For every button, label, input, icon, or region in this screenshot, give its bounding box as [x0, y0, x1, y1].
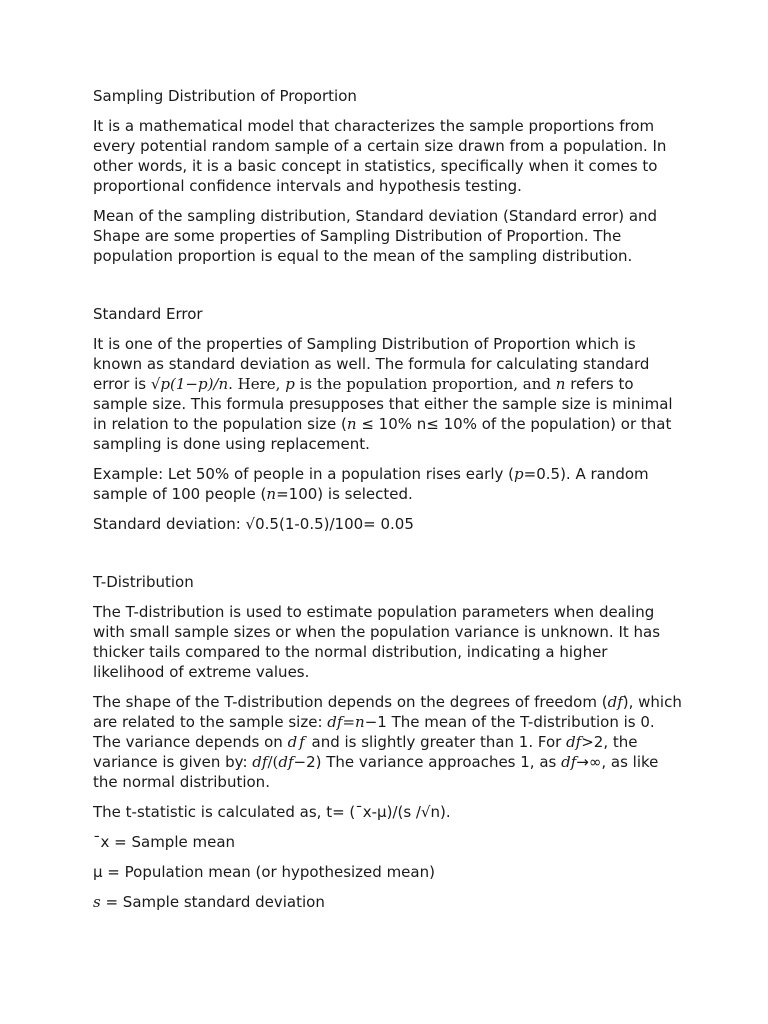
paragraph-example	[93, 464, 683, 504]
formula-standard-error: √p(1−p)/n	[150, 375, 229, 393]
math-symbol-df: df	[561, 753, 577, 771]
paragraph-t-statistic: The t-statistic is calculated as, t= (ˉx-μ)/(s /√n).	[93, 803, 451, 821]
text-run: ≤ 10% n≤ 10% of the population) or that sampling is done using replacement.	[93, 415, 672, 453]
definition-sample-sd	[93, 892, 683, 912]
math-symbol-p: p	[285, 375, 295, 393]
paragraph-properties: Mean of the sampling distribution, Standard deviation (Standard error) and Shape are some properties of Sampling Distribution of Proportion. The population proportion is equal to the mean of the sampling distribution.	[93, 207, 658, 265]
text-run: It is one of the properties of Sampling Distribution of Proportion which is known as standard deviation as well. The formula for calculating standard error is	[93, 335, 650, 393]
math-symbol-df: df	[607, 693, 623, 711]
math-symbol-df: df	[252, 753, 268, 771]
text-run: and is slightly greater than 1. For	[306, 733, 567, 751]
text-run: −1 The mean of the T-distribution is 0. The variance depends on	[93, 713, 655, 751]
document-body	[93, 86, 683, 922]
paragraph-definition: It is a mathematical model that characterizes the sample proportions from every potential random sample of a certain size drawn from a population. In other words, it is a basic concept in statistics, specifically when it comes to proportional confidence intervals and hypothesis testing.	[93, 117, 667, 195]
heading-sampling-distribution: Sampling Distribution of Proportion	[93, 87, 357, 105]
heading-standard-error: Standard Error	[93, 305, 203, 323]
text-run: is the population proportion, and	[294, 375, 556, 393]
section-gap	[93, 276, 683, 304]
text-run: = Sample standard deviation	[100, 893, 325, 911]
section-gap	[93, 544, 683, 572]
text-run: /(	[267, 753, 279, 771]
math-symbol-p: p	[514, 465, 524, 483]
math-symbol-n: n	[346, 415, 357, 433]
text-run: >2, the variance is given by:	[93, 733, 638, 771]
text-run: =100) is selected.	[276, 485, 413, 503]
definition-sample-mean: ˉx = Sample mean	[93, 833, 236, 851]
text-run: =0.5). A random sample of 100 people (	[93, 465, 649, 503]
definition-population-mean: μ = Population mean (or hypothesized mean)	[93, 863, 435, 881]
math-symbol-df: df	[566, 733, 582, 751]
text-run: =	[342, 713, 356, 731]
paragraph-t-distribution: The T-distribution is used to estimate population parameters when dealing with small sample sizes or when the population variance is unknown. It has thicker tails compared to the normal distribution, indicating a higher likelihood of extreme values.	[93, 603, 661, 681]
math-symbol-n: n	[555, 375, 566, 393]
text-run: −2) The variance approaches 1, as	[293, 753, 562, 771]
paragraph-standard-deviation: Standard deviation: √0.5(1-0.5)/100= 0.05	[93, 515, 414, 533]
text-run: refers to sample size. This formula presupposes that either the sample size is minimal in relation to the population size (	[93, 375, 673, 433]
math-symbol-n: n	[266, 485, 277, 503]
paragraph-degrees-of-freedom	[93, 692, 683, 792]
paragraph-standard-error	[93, 334, 683, 454]
text-run: Example: Let 50% of people in a population rises early (	[93, 465, 515, 483]
text-run: . Here,	[228, 375, 286, 393]
math-symbol-n: n	[355, 713, 365, 731]
text-run: The shape of the T-distribution depends on the degrees of freedom (	[93, 693, 608, 711]
heading-t-distribution: T-Distribution	[93, 573, 194, 591]
math-symbol-df: df	[278, 753, 294, 771]
text-run: ), which are related to the sample size:	[93, 693, 682, 731]
text-run: →∞, as like the normal distribution.	[93, 753, 659, 791]
math-symbol-df: df	[327, 713, 343, 731]
math-symbol-s: s	[93, 893, 101, 911]
math-symbol-df: df	[287, 733, 307, 751]
